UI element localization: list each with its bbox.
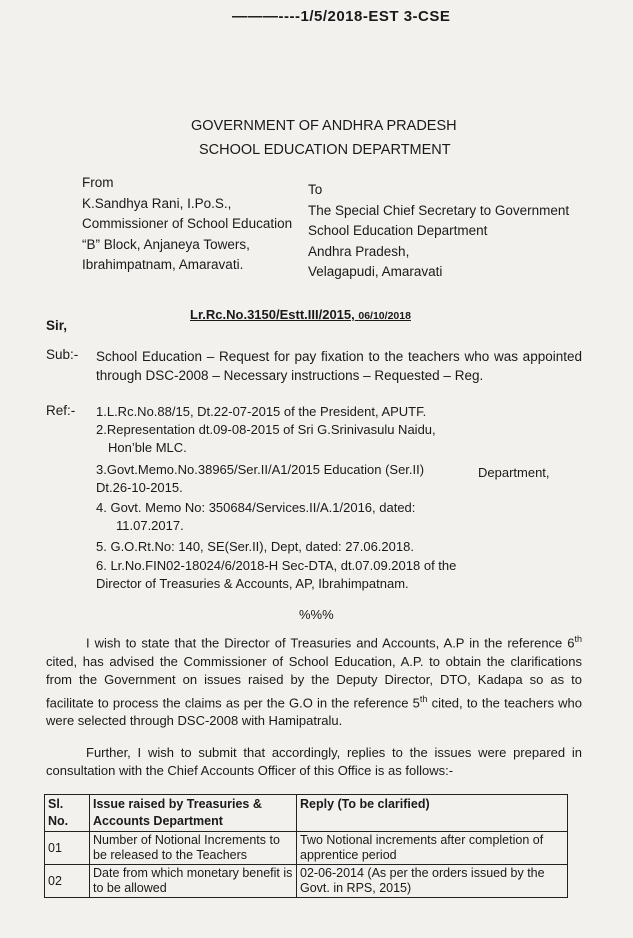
reference-item: 1.L.Rc.No.88/15, Dt.22-07-2015 of the President, APUTF. [96,404,427,419]
header-text: No. [48,814,69,828]
ordinal-suffix: th [574,634,582,644]
subject-label: Sub:- [46,347,79,362]
cell-issue: Number of Notional Increments to be released to the Teachers [90,832,297,865]
to-label: To [308,182,323,197]
separator-symbols: %%% [299,607,334,622]
table-row [45,865,568,898]
reference-item: 2.Representation dt.09-08-2015 of Sri G.Srinivasulu Naidu, [96,422,436,437]
from-label: From [82,175,114,190]
references-label: Ref:- [46,403,76,418]
subject-text: School Education – Request for pay fixation to the teachers who was appointed through DSC-2008 – Necessary instructions – Requested – Reg. [96,349,582,383]
reference-item-cont: Director of Treasuries & Accounts, AP, Ibrahimpatnam. [96,576,409,591]
to-line: School Education Department [308,223,488,238]
header-reply: Reply (To be clarified) [297,795,568,832]
letter-date: 06/10/2018 [358,310,411,322]
from-line: Ibrahimpatnam, Amaravati. [82,257,244,272]
to-line: Andhra Pradesh, [308,243,410,259]
table-header-row [45,795,568,832]
reference-item-cont: Hon’ble MLC. [108,440,187,455]
reference-item: 5. G.O.Rt.No: 140, SE(Ser.II), Dept, dated: 27.06.2018. [96,539,414,554]
cell-reply: Two Notional increments after completion of apprentice period [297,832,568,865]
reference-item: 4. Govt. Memo No: 350684/Services.II/A.1/2016, dated: [96,500,416,515]
department-heading: SCHOOL EDUCATION DEPARTMENT [199,142,451,158]
file-number: ———-‐‐‐1/5/2018-EST 3-CSE [232,8,451,25]
table-row [45,832,568,865]
reference-item-cont: 11.07.2017. [116,518,184,533]
paragraph-text: I wish to state that the Director of Treasuries and Accounts, A.P in the reference 6 [86,635,575,651]
body-paragraph-1 [46,630,582,731]
header-text: Sl. [48,797,64,811]
paragraph-text: cited, to the teachers who were selected through DSC-2008 with Hamipatralu. [46,694,582,729]
letter-reference-number [190,307,411,322]
salutation: Sir, [46,318,68,333]
body-paragraph-2: Further, I wish to submit that accordingly, replies to the issues were prepared in consultation with the Chief Accounts Officer of this Office is as follows:- [46,745,582,779]
from-line: K.Sandhya Rani, I.Po.S., [82,195,232,211]
letter-number: Lr.Rc.No.3150/Estt.III/2015, [190,307,355,322]
header-sl-no [45,795,90,832]
paragraph-text: cited, has advised the Commissioner of School Education, A.P. to obtain the clarifications from the Government on issues raised by the Deputy Director, DTO, Kadapa so as to facilitate to process the claims as per the G.O in the reference 5 [46,653,582,710]
cell-issue: Date from which monetary benefit is to be allowed [90,865,297,898]
to-line: Velagapudi, Amaravati [308,264,443,279]
cell-sl: 02 [45,865,90,898]
header-issue: Issue raised by Treasuries & Accounts Department [90,795,297,832]
reference-item-cont: Dt.26-10-2015. [96,480,183,495]
reference-item-cont: Department, [478,465,550,480]
cell-sl: 01 [45,832,90,865]
from-line: “B” Block, Anjaneya Towers, [82,236,250,252]
to-address [308,180,569,283]
from-line: Commissioner of School Education [82,216,293,231]
from-address [82,173,292,276]
reference-item: 6. Lr.No.FIN02-18024/6/2018-H Sec-DTA, dt.07.09.2018 of the [96,558,457,573]
reference-item: 3.Govt.Memo.No.38965/Ser.II/A1/2015 Education (Ser.II) [96,462,425,477]
cell-reply: 02-06-2014 (As per the orders issued by the Govt. in RPS, 2015) [297,865,568,898]
government-heading: GOVERNMENT OF ANDHRA PRADESH [191,118,457,134]
issues-table [44,794,568,898]
ordinal-suffix: th [419,693,428,704]
to-line: The Special Chief Secretary to Government [308,202,570,218]
